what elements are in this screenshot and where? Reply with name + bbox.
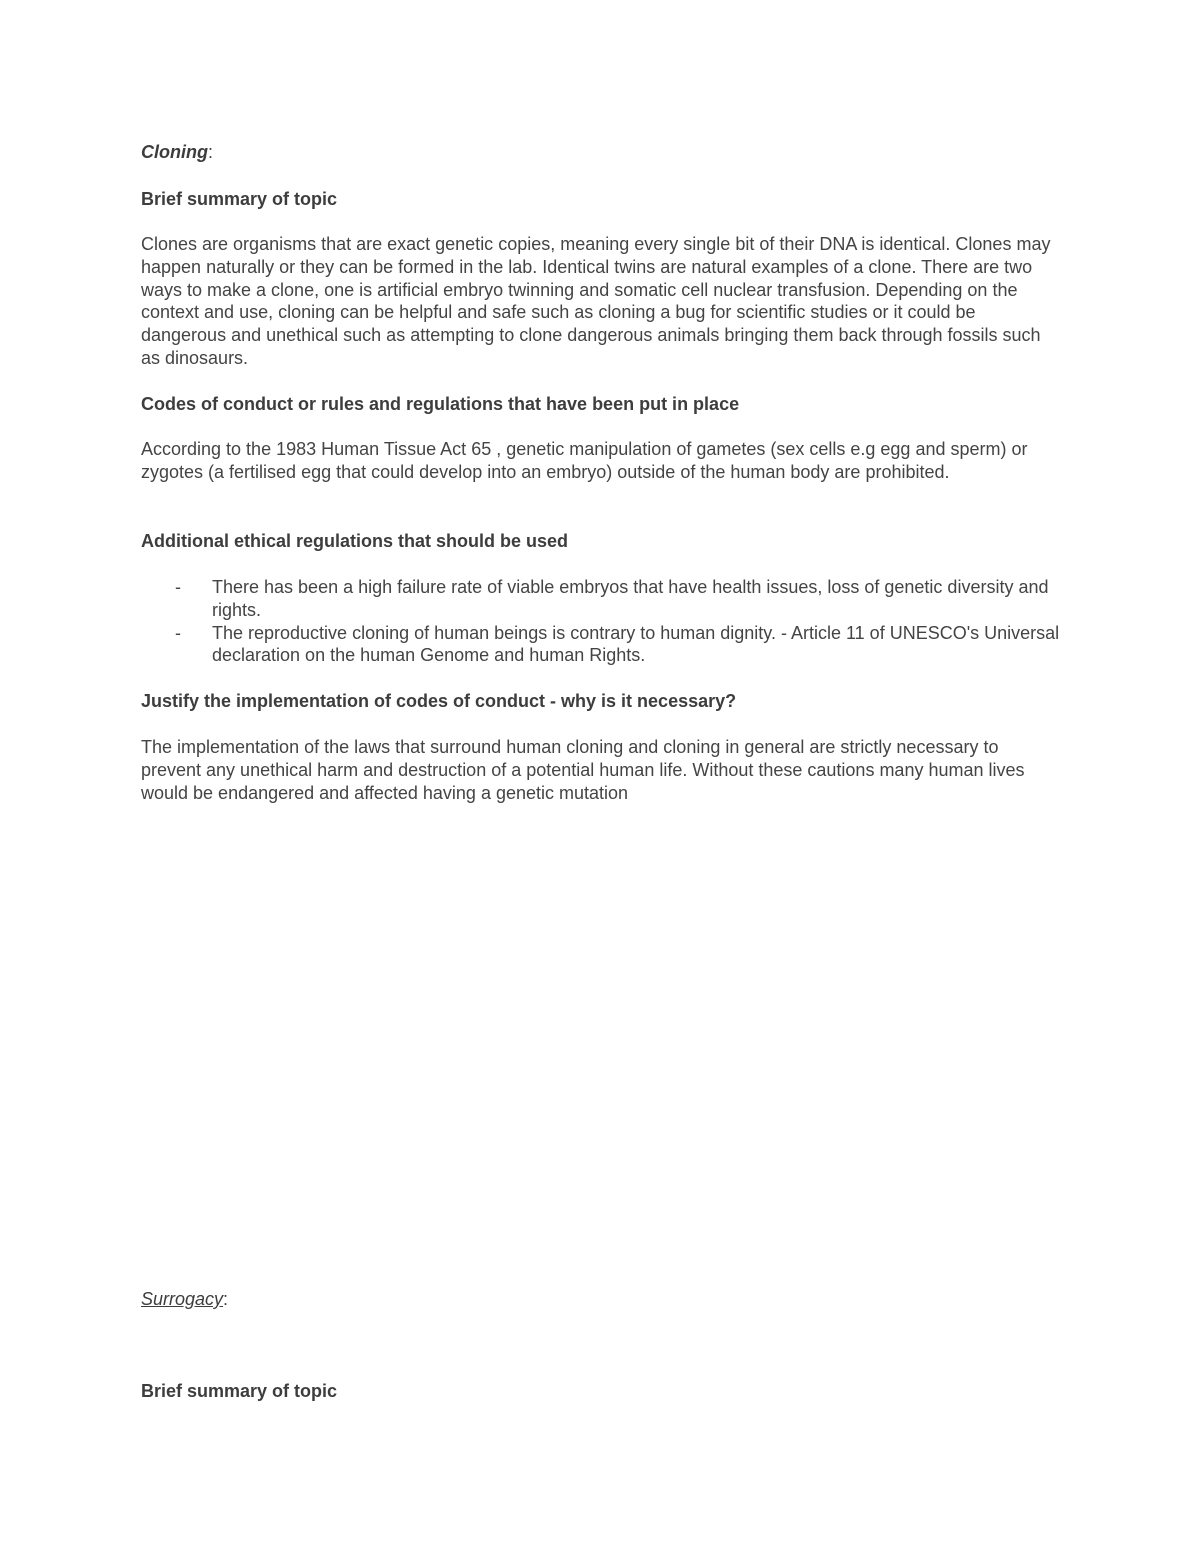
list-item-text: The reproductive cloning of human beings is contrary to human dignity. - Article 11 of UNESCO's Universal declaration on the human Genome and human Rights.	[212, 622, 1060, 666]
list-item	[141, 576, 1061, 622]
cloning-justify-text: The implementation of the laws that surround human cloning and cloning in general are strictly necessary to prevent any unethical harm and destruction of a potential human life. Without these cautions many human lives would be endangered and affected having a genetic mutation	[141, 737, 1025, 803]
cloning-title: Cloning	[141, 142, 208, 162]
cloning-title-colon: :	[207, 142, 213, 162]
surrogacy-summary-heading: Brief summary of topic	[141, 1381, 338, 1401]
cloning-codes-heading: Codes of conduct or rules and regulations that have been put in place	[141, 394, 740, 414]
cloning-title-line	[141, 141, 1061, 164]
dash-bullet: -	[175, 577, 181, 597]
cloning-summary-heading: Brief summary of topic	[141, 189, 338, 209]
cloning-additional-list	[141, 576, 1061, 667]
list-item	[141, 622, 1061, 668]
cloning-codes-text: According to the 1983 Human Tissue Act 65 , genetic manipulation of gametes (sex cells e.g egg and sperm) or zygotes (a fertilised egg that could develop into an embryo) outside of the human body are prohibited.	[141, 439, 1028, 482]
dash-bullet: -	[175, 622, 181, 643]
surrogacy-title-colon: :	[223, 1289, 229, 1309]
cloning-summary-text: Clones are organisms that are exact genetic copies, meaning every single bit of their DNA is identical. Clones may happen naturally or they can be formed in the lab. Identical twins are natural examples of a clone. There are two ways to make a clone, one is artificial embryo twinning and somatic cell nuclear transfusion. Depending on the context and use, cloning can be helpful and safe such as cloning a bug for scientific studies or it could be dangerous and unethical such as attempting to clone dangerous animals bringing them back through fossils such as dinosaurs.	[141, 234, 1051, 368]
cloning-justify-heading: Justify the implementation of codes of conduct - why is it necessary?	[141, 691, 737, 711]
surrogacy-title: Surrogacy	[141, 1289, 224, 1309]
list-item-text: There has been a high failure rate of viable embryos that have health issues, loss of genetic diversity and rights.	[212, 577, 1049, 620]
cloning-additional-heading: Additional ethical regulations that should be used	[141, 531, 569, 551]
surrogacy-title-line	[141, 1288, 1061, 1311]
